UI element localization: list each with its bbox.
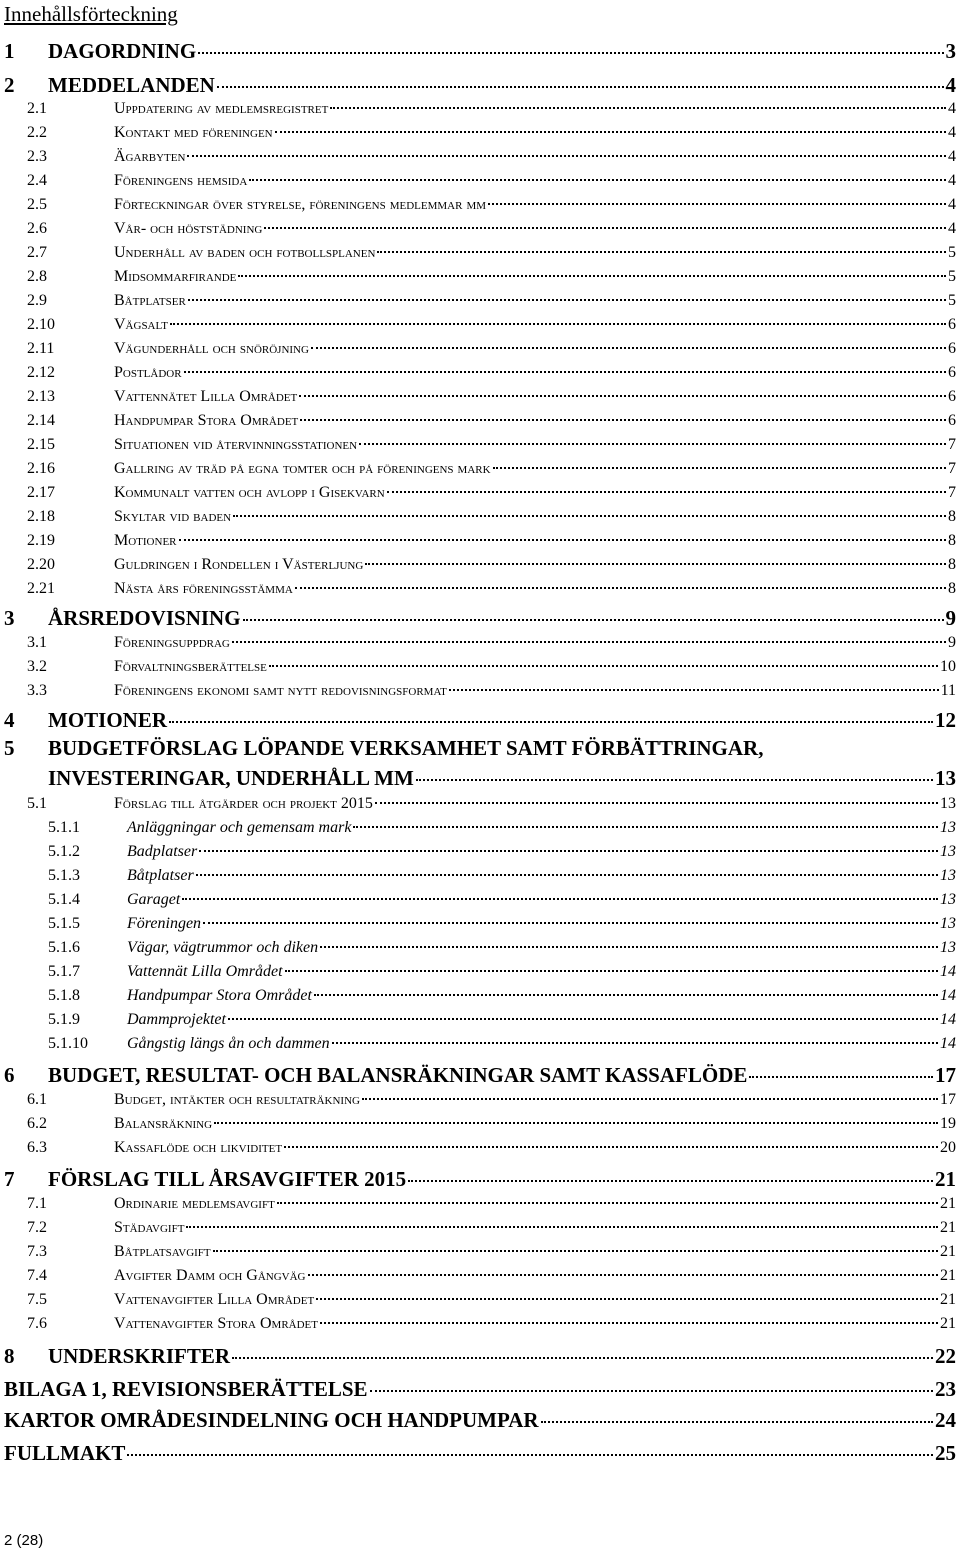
toc-entry-page: 5: [948, 244, 956, 261]
toc-entry[interactable]: [0, 1288, 960, 1312]
toc-entry[interactable]: [0, 385, 960, 409]
toc-entry-page: 4: [948, 172, 956, 189]
toc-entry[interactable]: [0, 97, 960, 121]
toc-entry[interactable]: [0, 337, 960, 361]
toc-entry-number: 2.2: [27, 124, 47, 141]
toc-entry-title: Kontakt med föreningen: [114, 124, 273, 141]
toc-entry-page: 23: [935, 1377, 956, 1401]
toc-entry-title: Gallring av träd på egna tomter och på föreningens mark: [114, 460, 491, 477]
toc-dot-leader: [320, 1322, 938, 1324]
toc-entry[interactable]: [0, 1032, 960, 1056]
toc-entry-title: Föreningens ekonomi samt nytt redovisningsformat: [114, 682, 447, 699]
toc-entry-title: Föreningen: [127, 915, 202, 932]
toc-entry[interactable]: [0, 1112, 960, 1136]
toc-entry-page: 7: [948, 436, 956, 453]
toc-entry-page: 7: [948, 460, 956, 477]
toc-entry-number: 6.3: [27, 1139, 47, 1156]
toc-entry[interactable]: [0, 984, 960, 1008]
toc-entry-number: 2.1: [27, 100, 47, 117]
toc-entry-number: 5.1.4: [48, 891, 80, 908]
toc-entry-number: 7: [4, 1167, 15, 1191]
toc-entry-page: 21: [940, 1315, 956, 1332]
toc-entry-number: 8: [4, 1344, 15, 1368]
toc-entry[interactable]: [0, 36, 960, 66]
toc-entry[interactable]: [0, 1008, 960, 1032]
toc-entry[interactable]: [0, 936, 960, 960]
toc-entry-title: Vattennät Lilla Området: [127, 963, 283, 980]
toc-dot-leader: [249, 179, 946, 181]
toc-entry-page: 13: [940, 795, 956, 812]
toc-entry-title: Midsommarfirande: [114, 268, 237, 285]
toc-dot-leader: [179, 539, 947, 541]
toc-entry-number: 7.4: [27, 1267, 47, 1284]
toc-dot-leader: [217, 86, 944, 88]
toc-entry[interactable]: [0, 631, 960, 655]
toc-entry[interactable]: [0, 888, 960, 912]
toc-entry-title: Situationen vid återvinningsstationen: [114, 436, 358, 453]
toc-entry-page: 21: [935, 1167, 956, 1191]
toc-entry-title: Förslag till åtgärder och projekt 2015: [114, 795, 373, 812]
toc-entry-page: 4: [948, 148, 956, 165]
toc-entry[interactable]: [0, 1060, 960, 1090]
toc-entry-number: 2.18: [27, 508, 55, 525]
toc-entry[interactable]: [0, 241, 960, 265]
toc-dot-leader: [213, 1250, 938, 1252]
toc-entry-page: 20: [940, 1139, 956, 1156]
toc-entry-title: Dammprojektet: [127, 1011, 226, 1028]
toc-entry-number: 2.4: [27, 172, 47, 189]
toc-entry-title: Nästa års föreningsstämma: [114, 580, 293, 597]
toc-entry-title: UNDERSKRIFTER: [48, 1344, 231, 1368]
toc-dot-leader: [285, 970, 938, 972]
toc-entry-title: DAGORDNING: [48, 39, 197, 63]
toc-dot-leader: [370, 1390, 933, 1392]
toc-entry-number: 2.3: [27, 148, 47, 165]
toc-entry-title: Motioner: [114, 532, 177, 549]
toc-entry-title: Kommunalt vatten och avlopp i Gisekvarn: [114, 484, 385, 501]
toc-entry-number: 2.21: [27, 580, 55, 597]
toc-entry-page: 14: [940, 963, 956, 980]
toc-entry-page: 11: [940, 682, 956, 699]
toc-entry[interactable]: [0, 1240, 960, 1264]
toc-entry-title: Båtplatsavgift: [114, 1243, 211, 1260]
toc-entry-title: Badplatser: [127, 843, 198, 860]
toc-dot-leader: [196, 874, 938, 876]
toc-entry-number: 6.1: [27, 1091, 47, 1108]
toc-entry-title: Vägunderhåll och snöröjning: [114, 340, 309, 357]
toc-entry-page: 13: [935, 766, 956, 790]
toc-dot-leader: [199, 850, 938, 852]
toc-dot-leader: [169, 721, 933, 723]
toc-entry[interactable]: [0, 912, 960, 936]
toc-entry-page: 17: [935, 1063, 956, 1087]
toc-entry-page: 13: [940, 843, 956, 860]
toc-entry-number: 3.3: [27, 682, 47, 699]
toc-entry-number: 2.20: [27, 556, 55, 573]
toc-entry-number: 5.1.9: [48, 1011, 80, 1028]
toc-entry-continuation[interactable]: [0, 763, 960, 793]
toc-entry-title: Anläggningar och gemensam mark: [127, 819, 352, 836]
toc-entry-title: Budget, intäkter och resultaträkning: [114, 1091, 360, 1108]
toc-entry[interactable]: [0, 529, 960, 553]
toc-entry-page: 6: [948, 412, 956, 429]
toc-entry[interactable]: [0, 603, 960, 633]
toc-dot-leader: [541, 1421, 933, 1423]
toc-entry-number: 6: [4, 1063, 15, 1087]
toc-entry-page: 8: [948, 532, 956, 549]
toc-entry[interactable]: [0, 733, 960, 763]
toc-entry-number: 3: [4, 606, 15, 630]
toc-entry[interactable]: [0, 433, 960, 457]
toc-entry-number: 4: [4, 708, 15, 732]
toc-entry-number: 5.1: [27, 795, 47, 812]
toc-entry-page: 24: [935, 1408, 956, 1432]
toc-entry-page: 4: [948, 100, 956, 117]
toc-entry[interactable]: [0, 169, 960, 193]
toc-entry-page: 5: [948, 268, 956, 285]
toc-entry-title: MEDDELANDEN: [48, 73, 215, 97]
toc-entry-number: 7.3: [27, 1243, 47, 1260]
toc-entry-page: 21: [940, 1267, 956, 1284]
toc-entry-number: 2.10: [27, 316, 55, 333]
toc-dot-leader: [275, 131, 946, 133]
toc-entry-page: 17: [940, 1091, 956, 1108]
toc-entry-number: 2.12: [27, 364, 55, 381]
toc-dot-leader: [232, 641, 946, 643]
toc-entry-title: BILAGA 1, REVISIONSBERÄTTELSE: [4, 1377, 368, 1401]
toc-entry-page: 4: [948, 124, 956, 141]
toc-entry-page: 25: [935, 1441, 956, 1465]
toc-entry-number: 2.11: [27, 340, 55, 357]
toc-entry[interactable]: [0, 505, 960, 529]
toc-entry[interactable]: [0, 1136, 960, 1160]
toc-entry-number: 7.5: [27, 1291, 47, 1308]
toc-dot-leader: [186, 1226, 938, 1228]
toc-entry[interactable]: [0, 1164, 960, 1194]
toc-entry[interactable]: [0, 679, 960, 703]
toc-entry-title: Postlådor: [114, 364, 182, 381]
toc-entry-title: Föreningens hemsida: [114, 172, 248, 189]
toc-entry[interactable]: [0, 705, 960, 735]
toc-entry-page: 6: [948, 388, 956, 405]
toc-entry-number: 5.1.7: [48, 963, 80, 980]
toc-dot-leader: [375, 802, 938, 804]
toc-dot-leader: [188, 299, 946, 301]
toc-entry-number: 5.1.1: [48, 819, 80, 836]
toc-entry-page: 8: [948, 556, 956, 573]
toc-entry[interactable]: [0, 145, 960, 169]
toc-entry-page: 3: [945, 39, 956, 63]
toc-entry-number: 2.14: [27, 412, 55, 429]
toc-dot-leader: [277, 1202, 938, 1204]
toc-dot-leader: [449, 689, 939, 691]
toc-entry[interactable]: [0, 361, 960, 385]
toc-dot-leader: [408, 1180, 933, 1182]
toc-dot-leader: [264, 227, 946, 229]
toc-entry-title: Handpumpar Stora Området: [114, 412, 299, 429]
toc-entry-number: 2.13: [27, 388, 55, 405]
page-footer: 2 (28): [4, 1532, 44, 1549]
toc-entry-title: Föreningsuppdrag: [114, 634, 230, 651]
toc-entry[interactable]: [0, 1312, 960, 1336]
toc-entry-page: 22: [935, 1344, 956, 1368]
toc-entry-title: Balansräkning: [114, 1115, 213, 1132]
toc-entry-title: FÖRSLAG TILL ÅRSAVGIFTER 2015: [48, 1167, 407, 1191]
toc-entry-title: Vattenavgifter Stora Området: [114, 1315, 318, 1332]
toc-entry[interactable]: [0, 577, 960, 601]
toc-entry-page: 21: [940, 1195, 956, 1212]
toc-entry[interactable]: [0, 313, 960, 337]
toc-entry-title: Avgifter Damm och Gångväg: [114, 1267, 306, 1284]
toc-entry-page: 14: [940, 1011, 956, 1028]
toc-entry[interactable]: [0, 792, 960, 816]
toc-dot-leader: [330, 107, 946, 109]
toc-dot-leader: [299, 395, 946, 397]
toc-dot-leader: [233, 515, 946, 517]
toc-entry-number: 1: [4, 39, 15, 63]
toc-entry-number: 3.1: [27, 634, 47, 651]
toc-entry-title: Vattenavgifter Lilla Området: [114, 1291, 315, 1308]
toc-entry[interactable]: [0, 1405, 960, 1435]
toc-entry-page: 4: [948, 196, 956, 213]
toc-entry[interactable]: [0, 217, 960, 241]
toc-entry-title: Underhåll av baden och fotbollsplanen: [114, 244, 376, 261]
toc-entry[interactable]: [0, 1341, 960, 1371]
toc-dot-leader: [232, 1357, 933, 1359]
toc-entry-title: Kassaflöde och likviditet: [114, 1139, 283, 1156]
toc-entry[interactable]: [0, 840, 960, 864]
toc-dot-leader: [243, 619, 944, 621]
toc-entry[interactable]: [0, 193, 960, 217]
toc-dot-leader: [387, 491, 946, 493]
toc-dot-leader: [493, 467, 946, 469]
toc-entry-page: 14: [940, 1035, 956, 1052]
toc-entry-title: FULLMAKT: [4, 1441, 126, 1465]
toc-entry-page: 13: [940, 915, 956, 932]
toc-entry-title: Vår- och höststädning: [114, 220, 263, 237]
toc-entry-page: 10: [940, 658, 956, 675]
toc-entry-number: 2.7: [27, 244, 47, 261]
toc-dot-leader: [311, 347, 946, 349]
toc-entry-title: Uppdatering av medlemsregistret: [114, 100, 329, 117]
toc-entry-title: Skyltar vid baden: [114, 508, 232, 525]
toc-dot-leader: [359, 443, 946, 445]
toc-entry-page: 5: [948, 292, 956, 309]
toc-entry-number: 2.8: [27, 268, 47, 285]
toc-entry-title: Vattennätet Lilla Området: [114, 388, 298, 405]
toc-dot-leader: [228, 1018, 938, 1020]
toc-dot-leader: [300, 419, 946, 421]
toc-entry-number: 5.1.8: [48, 987, 80, 1004]
toc-entry[interactable]: [0, 655, 960, 679]
toc-entry[interactable]: [0, 1088, 960, 1112]
toc-entry-title: Ordinarie medlemsavgift: [114, 1195, 275, 1212]
toc-entry-page: 12: [935, 708, 956, 732]
toc-entry-page: 21: [940, 1243, 956, 1260]
toc-dot-leader: [238, 275, 946, 277]
toc-entry[interactable]: [0, 289, 960, 313]
toc-entry-title: Båtplatser: [127, 867, 194, 884]
toc-dot-leader: [362, 1098, 938, 1100]
toc-entry-title: Ägarbyten: [114, 148, 186, 165]
toc-entry-page: 13: [940, 867, 956, 884]
toc-entry-title: BUDGET, RESULTAT- OCH BALANSRÄKNINGAR SAMT KASSAFLÖDE: [48, 1063, 748, 1087]
toc-dot-leader: [353, 826, 938, 828]
toc-dot-leader: [295, 587, 946, 589]
toc-entry-title: Handpumpar Stora Området: [127, 987, 312, 1004]
toc-entry-title: Gångstig längs ån och dammen: [127, 1035, 330, 1052]
toc-entry-number: 2: [4, 73, 15, 97]
toc-entry-title: ÅRSREDOVISNING: [48, 606, 241, 630]
toc-entry[interactable]: [0, 1192, 960, 1216]
toc-entry[interactable]: [0, 1264, 960, 1288]
toc-entry-page: 4: [945, 73, 956, 97]
toc-entry-number: 7.2: [27, 1219, 47, 1236]
toc-entry[interactable]: [0, 457, 960, 481]
toc-entry-page: 4: [948, 220, 956, 237]
toc-entry-title: KARTOR OMRÅDESINDELNING OCH HANDPUMPAR: [4, 1408, 539, 1432]
toc-entry-page: 6: [948, 340, 956, 357]
toc-entry-number: 2.17: [27, 484, 55, 501]
toc-dot-leader: [182, 898, 938, 900]
toc-entry-title: INVESTERINGAR, UNDERHÅLL MM: [48, 766, 414, 790]
toc-dot-leader: [203, 922, 938, 924]
toc-dot-leader: [308, 1274, 938, 1276]
toc-entry[interactable]: [0, 70, 960, 100]
toc-entry-page: 13: [940, 939, 956, 956]
toc-entry-number: 5.1.6: [48, 939, 80, 956]
toc-entry[interactable]: [0, 960, 960, 984]
toc-dot-leader: [269, 665, 938, 667]
toc-entry[interactable]: [0, 481, 960, 505]
toc-entry-page: 21: [940, 1219, 956, 1236]
toc-entry-title: Vägsalt: [114, 316, 168, 333]
toc-entry-page: 6: [948, 364, 956, 381]
toc-entry-number: 2.16: [27, 460, 55, 477]
toc-entry-number: 5.1.2: [48, 843, 80, 860]
toc-dot-leader: [184, 371, 946, 373]
toc-entry-number: 5.1.10: [48, 1035, 88, 1052]
toc-entry-number: 2.6: [27, 220, 47, 237]
toc-dot-leader: [377, 251, 946, 253]
toc-dot-leader: [320, 946, 938, 948]
toc-dot-leader: [198, 52, 943, 54]
toc-entry-number: 5: [4, 736, 15, 760]
toc-entry-number: 2.19: [27, 532, 55, 549]
toc-dot-leader: [127, 1454, 933, 1456]
toc-entry-page: 8: [948, 580, 956, 597]
toc-dot-leader: [314, 994, 938, 996]
toc-entry-title: Garaget: [127, 891, 181, 908]
toc-entry-page: 6: [948, 316, 956, 333]
toc-entry-number: 3.2: [27, 658, 47, 675]
toc-entry-page: 13: [940, 819, 956, 836]
toc-entry-title: BUDGETFÖRSLAG LÖPANDE VERKSAMHET SAMT FÖRBÄTTRINGAR,: [48, 736, 764, 760]
toc-entry-number: 6.2: [27, 1115, 47, 1132]
toc-dot-leader: [316, 1298, 938, 1300]
toc-entry-number: 2.5: [27, 196, 47, 213]
toc-entry-title: Förvaltningsberättelse: [114, 658, 267, 675]
toc-entry-title: Guldringen i Rondellen i Västerljung: [114, 556, 364, 573]
toc-entry[interactable]: [0, 121, 960, 145]
toc-entry-page: 7: [948, 484, 956, 501]
toc-entry-title: Vägar, vägtrummor och diken: [127, 939, 319, 956]
toc-entry[interactable]: [0, 1438, 960, 1468]
toc-entry[interactable]: [0, 864, 960, 888]
toc-entry[interactable]: [0, 1374, 960, 1404]
toc-title: Innehållsförteckning: [4, 2, 178, 26]
toc-dot-leader: [488, 203, 946, 205]
toc-entry-number: 7.6: [27, 1315, 47, 1332]
toc-entry-number: 7.1: [27, 1195, 47, 1212]
toc-entry-title: Båtplatser: [114, 292, 186, 309]
toc-entry-page: 8: [948, 508, 956, 525]
toc-dot-leader: [187, 155, 946, 157]
toc-entry-number: 2.15: [27, 436, 55, 453]
toc-entry-page: 13: [940, 891, 956, 908]
toc-entry[interactable]: [0, 265, 960, 289]
toc-dot-leader: [332, 1042, 938, 1044]
toc-dot-leader: [749, 1076, 933, 1078]
toc-dot-leader: [416, 779, 933, 781]
toc-entry-title: Förteckningar över styrelse, föreningens medlemmar mm: [114, 196, 487, 213]
toc-entry-page: 14: [940, 987, 956, 1004]
toc-dot-leader: [214, 1122, 938, 1124]
toc-dot-leader: [365, 563, 946, 565]
toc-entry[interactable]: [0, 409, 960, 433]
toc-entry-number: 2.9: [27, 292, 47, 309]
toc-entry[interactable]: [0, 1216, 960, 1240]
toc-entry[interactable]: [0, 553, 960, 577]
toc-dot-leader: [284, 1146, 938, 1148]
toc-entry[interactable]: [0, 816, 960, 840]
toc-entry-page: 9: [948, 634, 956, 651]
toc-entry-page: 21: [940, 1291, 956, 1308]
toc-entry-number: 5.1.3: [48, 867, 80, 884]
toc-entry-page: 19: [940, 1115, 956, 1132]
toc-entry-title: Städavgift: [114, 1219, 185, 1236]
toc-entry-title: MOTIONER: [48, 708, 168, 732]
toc-entry-number: 5.1.5: [48, 915, 80, 932]
toc-entry-page: 9: [945, 606, 956, 630]
toc-dot-leader: [170, 323, 946, 325]
